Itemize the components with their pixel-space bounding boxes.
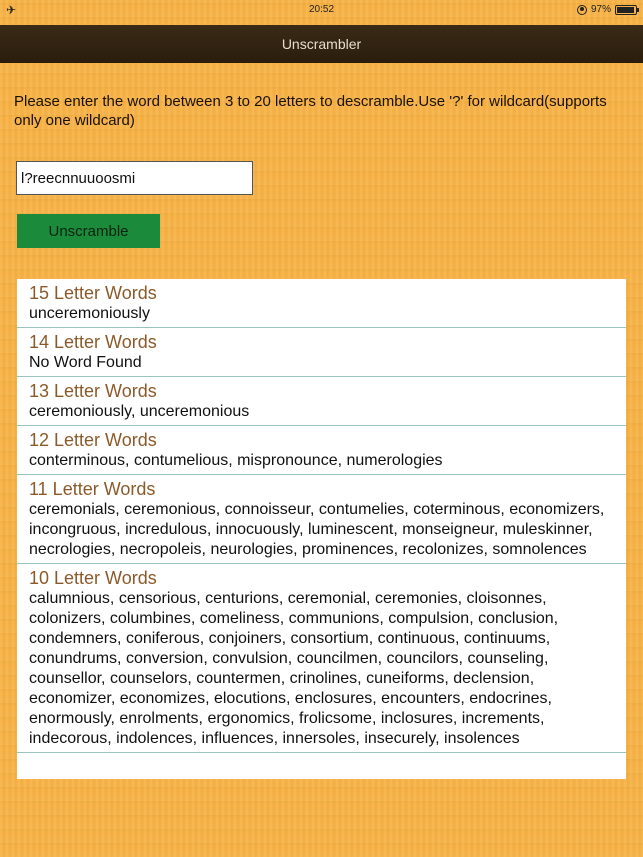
result-section-title: 12 Letter Words [29,430,157,450]
result-section [17,377,626,426]
result-section-title: 15 Letter Words [29,283,157,303]
result-section [17,426,626,475]
result-section-words: calumnious, censorious, centurions, ceremonial, ceremonies, cloisonnes, colonizers, columbines, comeliness, communions, compulsion, conclusion, condemners, coniferous, conjoiners, consortium, continuous, continuums, conundrums, conversion, convulsion, councilmen, councilors, counseling, counsellor, counselors, countermen, crinolines, cuneiforms, declension, economizer, economizes, elocutions, enclosures, encounters, endocrines, enormously, enrolments, ergonomics, frolicsome, inclosures, increments, indecorous, indolences, influences, innersoles, insecurely, insolences [29,590,559,747]
nav-title: Unscrambler [281,36,362,52]
result-section [17,564,626,753]
unscramble-button[interactable]: Unscramble [17,214,160,248]
result-section-words: No Word Found [29,354,142,371]
orientation-lock-icon [577,5,587,15]
battery-icon [615,5,637,15]
result-section-words: ceremoniously, unceremonious [29,403,250,420]
result-section [17,475,626,564]
result-section-words: unceremoniously [29,305,150,322]
instructions-text: Please enter the word between 3 to 20 letters to descramble.Use '?' for wildcard(supports only one wildcard) [14,93,607,129]
result-section [17,279,626,328]
result-section-title: 13 Letter Words [29,381,157,401]
result-section-words: ceremonials, ceremonious, connoisseur, contumelies, coterminous, economizers, incongruous, incredulous, innocuously, luminescent, monseigneur, muleskinner, necrologies, necropoleis, neurologies, prominences, recolonizes, somnolences [29,501,605,558]
status-time: 20:52 [308,4,335,15]
status-bar [0,0,643,20]
result-section-words: conterminous, contumelious, mispronounce, numerologies [29,452,443,469]
results-list[interactable] [17,279,626,779]
result-section [17,328,626,377]
result-section-title: 11 Letter Words [29,479,156,499]
result-section-title: 10 Letter Words [29,568,157,588]
result-section-title: 14 Letter Words [29,332,157,352]
battery-level [617,7,634,13]
airplane-mode-icon: ✈ [6,3,17,17]
battery-percent: 97% [590,4,611,15]
status-right [577,4,637,15]
word-input[interactable] [16,161,253,195]
nav-bar [0,25,643,63]
